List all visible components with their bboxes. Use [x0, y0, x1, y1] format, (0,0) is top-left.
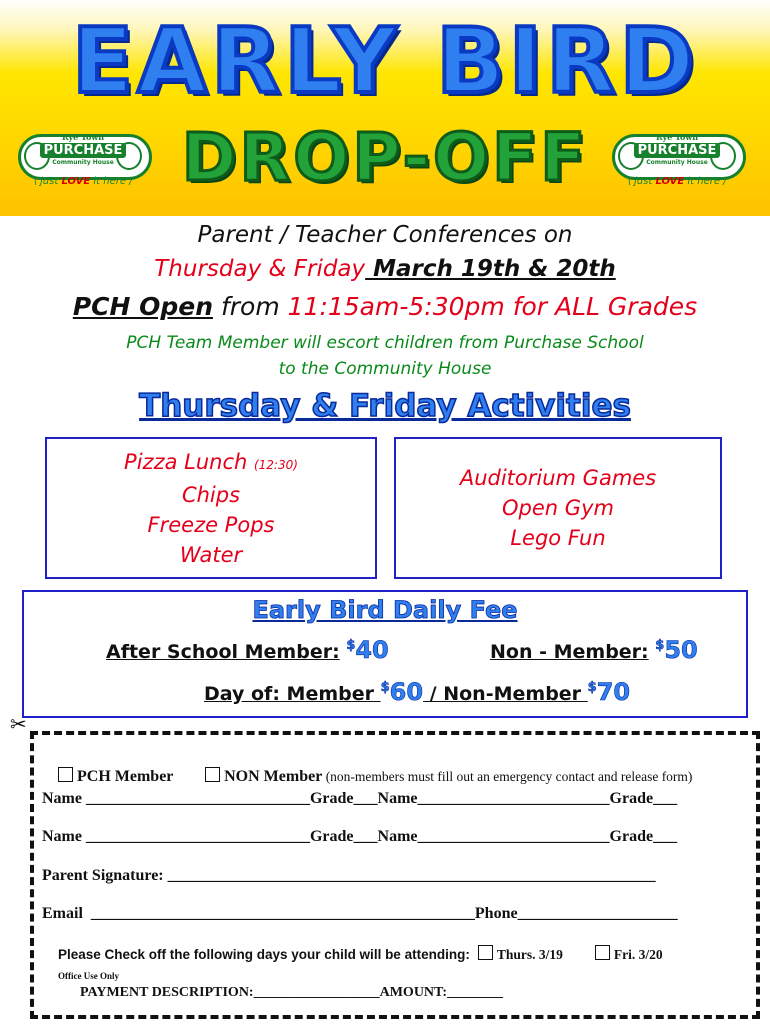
membership-row: PCH Member NON Member (non-members must fill out an emergency contact and release form): [42, 749, 692, 804]
activity-item: Water: [179, 543, 243, 567]
escort-note: PCH Team Member will escort children from Purchase School to the Community House: [126, 333, 644, 379]
non-member-checkbox[interactable]: [205, 767, 220, 782]
fee-member: After School Member: $40: [106, 636, 389, 664]
email-phone-row[interactable]: Email ________________________________________________Phone____________________: [42, 905, 678, 922]
name-row-2[interactable]: Name ____________________________Grade___Name________________________Grade___: [42, 828, 678, 845]
activities-box-left: [45, 437, 377, 579]
activity-item: Auditorium Games: [459, 466, 657, 490]
activity-item: Open Gym: [502, 496, 614, 520]
friday-checkbox[interactable]: [595, 945, 610, 960]
conferences-line: Parent / Teacher Conferences on: [197, 222, 573, 248]
activity-item: Pizza Lunch (12:30): [124, 450, 298, 474]
purchase-logo-right: [606, 126, 748, 192]
header-banner: [0, 0, 770, 216]
logo-tagline: \ just LOVE it here /: [627, 176, 727, 187]
logo-top-text: Rye Town: [61, 132, 105, 142]
office-use-label: Office Use Only: [58, 971, 119, 981]
logo-sub-text: Community House: [646, 159, 708, 166]
scissors-icon: ✂: [10, 712, 27, 736]
purchase-logo-left: [12, 126, 154, 192]
thursday-checkbox[interactable]: [478, 945, 493, 960]
logo-main-text: PURCHASE: [40, 143, 127, 158]
title-early-bird: EARLY BIRD: [71, 9, 699, 114]
signature-row[interactable]: Parent Signature: _____________________________________________________________: [42, 867, 656, 884]
logo-top-text: Rye Town: [655, 132, 699, 142]
pch-member-checkbox[interactable]: [58, 767, 73, 782]
fee-box: [22, 590, 748, 718]
activities-box-right: [394, 437, 722, 579]
fee-nonmember: Non - Member: $50: [490, 636, 698, 664]
activities-title: Thursday & Friday Activities: [139, 388, 631, 424]
title-drop-off: DROP-OFF: [181, 119, 589, 196]
logo-tagline: \ just LOVE it here /: [33, 176, 133, 187]
dates-line: Thursday & Friday March 19th & 20th: [154, 256, 616, 282]
activity-item: Chips: [181, 483, 241, 507]
hours-line: PCH Open from 11:15am-5:30pm for ALL Grades: [72, 292, 698, 321]
activity-item: Freeze Pops: [147, 513, 275, 537]
logo-main-text: PURCHASE: [634, 143, 721, 158]
activity-item: Lego Fun: [510, 526, 606, 550]
days-row: Please Check off the following days your child will be attending: Thurs. 3/19 Fri. 3/20: [58, 947, 663, 962]
fee-day-of: Day of: Member $60 / Non-Member $70: [204, 678, 631, 706]
logo-sub-text: Community House: [52, 159, 114, 166]
fee-title: Early Bird Daily Fee: [252, 596, 518, 624]
name-row-1[interactable]: Name ____________________________Grade___Name________________________Grade___: [42, 790, 678, 807]
registration-form: [30, 731, 760, 1019]
payment-row[interactable]: PAYMENT DESCRIPTION:__________________AMOUNT:________: [80, 985, 503, 1000]
